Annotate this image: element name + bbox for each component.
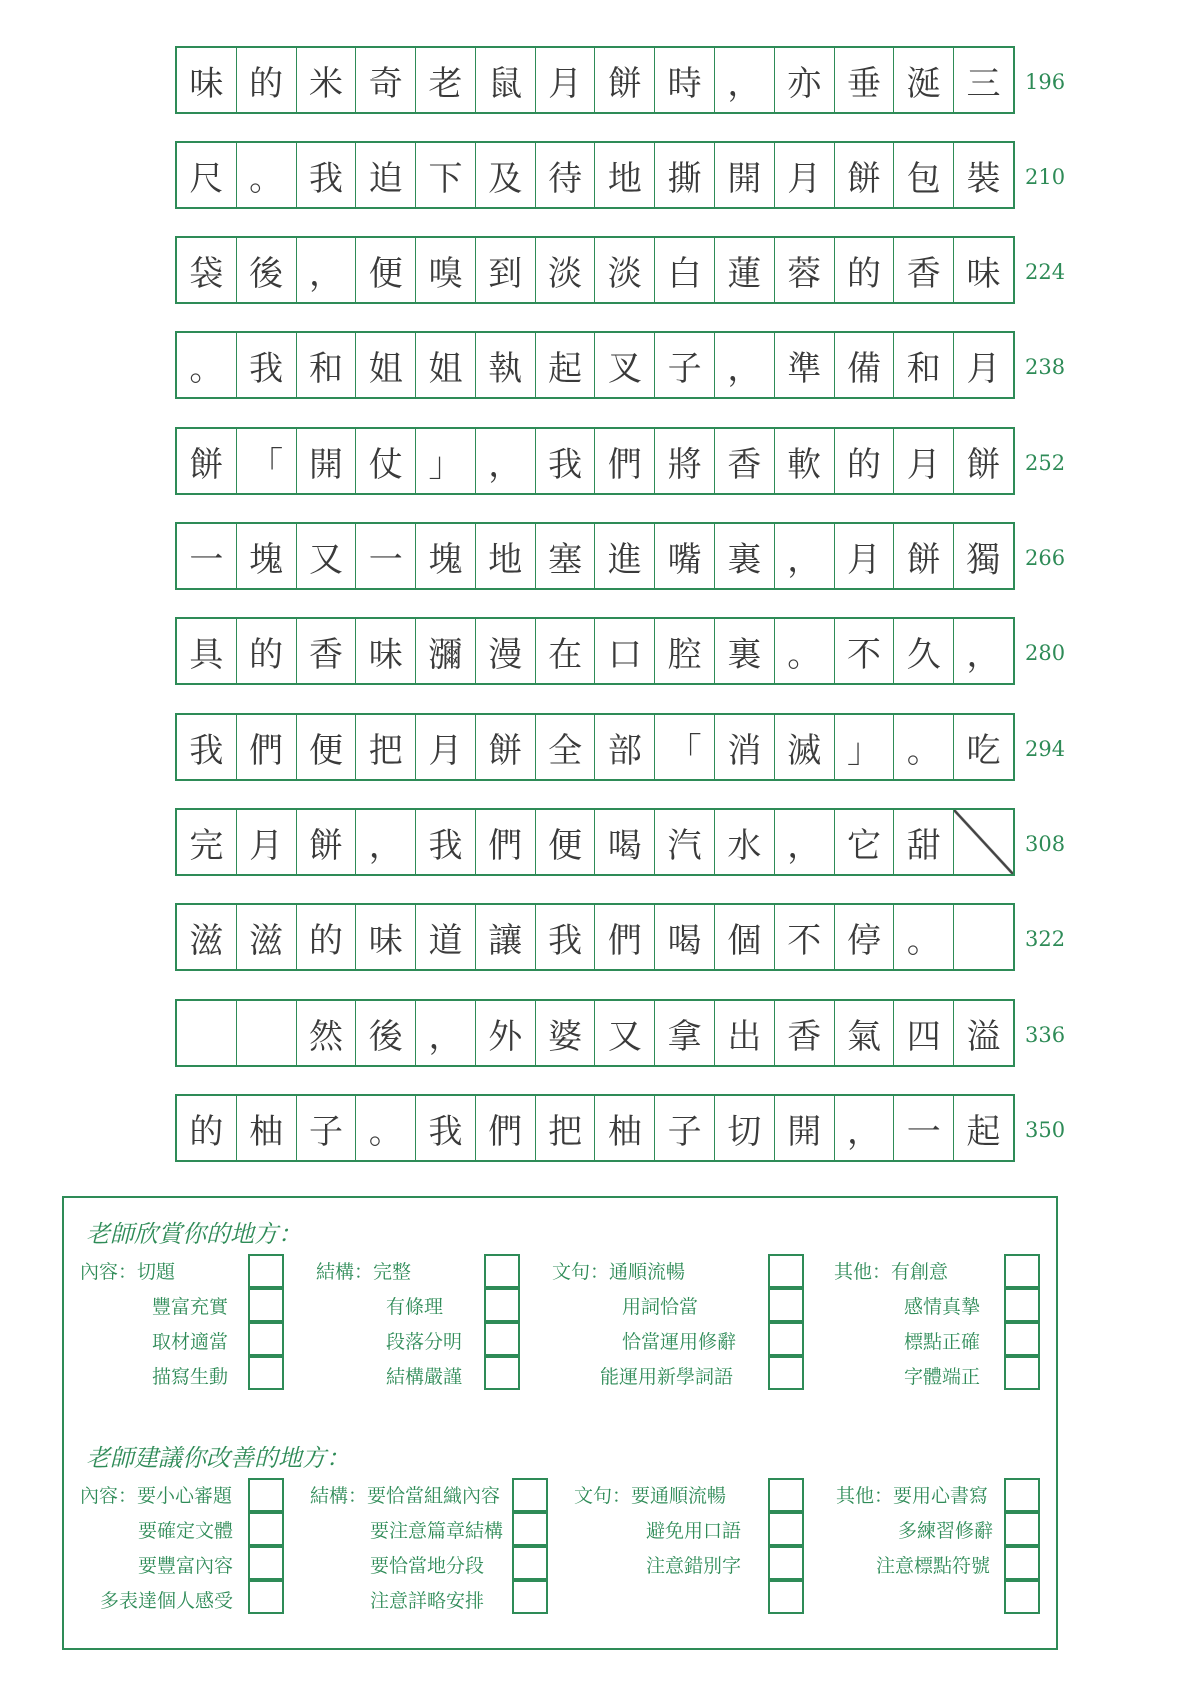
grid-cell: 「 bbox=[655, 715, 715, 779]
grid-cell: 的 bbox=[835, 429, 895, 493]
grid-cell: 消 bbox=[715, 715, 775, 779]
grid-cell: 喝 bbox=[595, 810, 655, 874]
grid-cell: 」 bbox=[416, 429, 476, 493]
grid-cell: 們 bbox=[476, 1096, 536, 1160]
grid-cell: 將 bbox=[655, 429, 715, 493]
grid-cell: 一 bbox=[177, 524, 237, 588]
appreciate-item: 內容：切題 bbox=[80, 1261, 176, 1283]
char-count: 224 bbox=[1025, 260, 1066, 284]
grid-cell: 們 bbox=[595, 905, 655, 969]
grid-cell: 裝 bbox=[966, 158, 1001, 199]
grid-cell: 月 bbox=[894, 429, 954, 493]
grid-cell: ， bbox=[715, 48, 775, 112]
checkbox[interactable] bbox=[1004, 1478, 1040, 1512]
grid-cell: 子 bbox=[655, 333, 715, 397]
grid-cell: 待 bbox=[536, 143, 596, 207]
grid-cell bbox=[177, 1001, 237, 1065]
checkbox[interactable] bbox=[512, 1580, 548, 1614]
grid-cell: 我 bbox=[536, 429, 596, 493]
grid-cell: 下 bbox=[416, 143, 476, 207]
grid-cell: 它 bbox=[835, 810, 895, 874]
grid-cell: 尺 bbox=[177, 143, 237, 207]
improve-item: 其他：要用心書寫 bbox=[836, 1485, 989, 1507]
grid-cell: 口 bbox=[595, 619, 655, 683]
grid-cell: 餅 bbox=[894, 524, 954, 588]
char-count: 210 bbox=[1025, 165, 1066, 189]
grid-cell: 不 bbox=[775, 905, 835, 969]
grid-cell: 後 bbox=[237, 238, 297, 302]
char-count: 308 bbox=[1025, 832, 1066, 856]
grid-row bbox=[175, 999, 1015, 1067]
grid-cell: 進 bbox=[595, 524, 655, 588]
grid-cell: 喝 bbox=[655, 905, 715, 969]
grid-cell: 具 bbox=[177, 619, 237, 683]
improve-item: 多練習修辭 bbox=[898, 1520, 994, 1542]
grid-cell bbox=[954, 905, 1013, 969]
improve-item: 文句：要通順流暢 bbox=[574, 1485, 727, 1507]
appreciate-item: 豐富充實 bbox=[152, 1296, 229, 1318]
grid-cell: 蓉 bbox=[775, 238, 835, 302]
grid-cell: 起 bbox=[966, 1111, 1001, 1152]
char-count: 280 bbox=[1025, 641, 1066, 665]
grid-cell: 香 bbox=[894, 238, 954, 302]
grid-cell: 米 bbox=[297, 48, 357, 112]
grid-cell: 外 bbox=[476, 1001, 536, 1065]
grid-cell: 子 bbox=[655, 1096, 715, 1160]
grid-cell: 氣 bbox=[835, 1001, 895, 1065]
grid-cell: 汽 bbox=[655, 810, 715, 874]
grid-cell: 我 bbox=[536, 905, 596, 969]
grid-cell: 便 bbox=[297, 715, 357, 779]
grid-cell: 香 bbox=[775, 1001, 835, 1065]
grid-cell: ， bbox=[775, 810, 835, 874]
grid-cell: 獨 bbox=[966, 539, 1001, 580]
grid-cell: 瀰 bbox=[416, 619, 476, 683]
grid-cell: 執 bbox=[476, 333, 536, 397]
grid-cell: 月 bbox=[536, 48, 596, 112]
grid-cell: 奇 bbox=[356, 48, 416, 112]
grid-cell: ， bbox=[476, 429, 536, 493]
grid-cell: 們 bbox=[595, 429, 655, 493]
grid-cell: 蓮 bbox=[715, 238, 775, 302]
grid-cell: 水 bbox=[715, 810, 775, 874]
checkbox[interactable] bbox=[484, 1322, 520, 1356]
grid-cell: 餅 bbox=[966, 444, 1001, 485]
grid-cell: 。 bbox=[356, 1096, 416, 1160]
grid-cell: 的 bbox=[237, 619, 297, 683]
grid-cell: 開 bbox=[715, 143, 775, 207]
checkbox[interactable] bbox=[768, 1356, 804, 1390]
checkbox[interactable] bbox=[248, 1546, 284, 1580]
checkbox[interactable] bbox=[1004, 1546, 1040, 1580]
checkbox[interactable] bbox=[248, 1322, 284, 1356]
improve-item: 要豐富內容 bbox=[138, 1555, 234, 1577]
grid-row bbox=[175, 713, 1015, 781]
grid-cell: 裏 bbox=[715, 524, 775, 588]
grid-cell: 讓 bbox=[476, 905, 536, 969]
grid-cell: 老 bbox=[416, 48, 476, 112]
grid-cell: 迫 bbox=[356, 143, 416, 207]
grid-cell: 溢 bbox=[966, 1016, 1001, 1057]
improve-item: 避免用口語 bbox=[646, 1520, 742, 1542]
improve-item: 注意詳略安排 bbox=[370, 1590, 485, 1612]
grid-cell: 切 bbox=[715, 1096, 775, 1160]
grid-cell: 的 bbox=[177, 1096, 237, 1160]
grid-cell: 。 bbox=[894, 905, 954, 969]
grid-cell: 塞 bbox=[536, 524, 596, 588]
grid-cell: 垂 bbox=[835, 48, 895, 112]
grid-row bbox=[175, 141, 1015, 209]
char-count: 266 bbox=[1025, 546, 1066, 570]
grid-cell: 柚 bbox=[237, 1096, 297, 1160]
improve-item: 要恰當地分段 bbox=[370, 1555, 485, 1577]
grid-cell: 柚 bbox=[595, 1096, 655, 1160]
grid-cell: 把 bbox=[356, 715, 416, 779]
appreciate-item: 段落分明 bbox=[386, 1331, 463, 1353]
grid-cell: 完 bbox=[177, 810, 237, 874]
grid-cell: ， bbox=[356, 810, 416, 874]
improve-item: 要注意篇章結構 bbox=[370, 1520, 504, 1542]
grid-cell: 餅 bbox=[476, 715, 536, 779]
grid-cell: 和 bbox=[894, 333, 954, 397]
grid-cell: 子 bbox=[297, 1096, 357, 1160]
checkbox[interactable] bbox=[1004, 1512, 1040, 1546]
appreciate-item: 文句：通順流暢 bbox=[552, 1261, 686, 1283]
grid-cell: 滋 bbox=[177, 905, 237, 969]
char-count: 252 bbox=[1025, 451, 1066, 475]
appreciate-item: 恰當運用修辭 bbox=[622, 1331, 737, 1353]
grid-row bbox=[175, 331, 1015, 399]
grid-cell: ， bbox=[416, 1001, 476, 1065]
grid-cell bbox=[237, 1001, 297, 1065]
grid-row bbox=[175, 522, 1015, 590]
grid-cell: 然 bbox=[297, 1001, 357, 1065]
appreciate-item: 取材適當 bbox=[152, 1331, 229, 1353]
grid-cell: 塊 bbox=[237, 524, 297, 588]
checkbox[interactable] bbox=[768, 1288, 804, 1322]
improve-item: 多表達個人感受 bbox=[100, 1590, 234, 1612]
grid-cell: ， bbox=[835, 1096, 895, 1160]
grid-cell: 味 bbox=[966, 253, 1001, 294]
improve-item: 注意錯別字 bbox=[646, 1555, 742, 1577]
grid-cell: 。 bbox=[237, 143, 297, 207]
grid-cell: 餅 bbox=[297, 810, 357, 874]
appreciate-item: 有條理 bbox=[386, 1296, 444, 1318]
grid-cell: 一 bbox=[356, 524, 416, 588]
grid-cell: 地 bbox=[476, 524, 536, 588]
grid-cell: 鼠 bbox=[476, 48, 536, 112]
grid-cell: 淡 bbox=[536, 238, 596, 302]
checkbox[interactable] bbox=[484, 1254, 520, 1288]
appreciate-item: 字體端正 bbox=[904, 1366, 981, 1388]
grid-cell: 我 bbox=[416, 810, 476, 874]
appreciate-item: 結構：完整 bbox=[316, 1261, 412, 1283]
grid-cell: 撕 bbox=[655, 143, 715, 207]
grid-cell: 個 bbox=[715, 905, 775, 969]
grid-cell: 久 bbox=[894, 619, 954, 683]
grid-cell: 我 bbox=[297, 143, 357, 207]
grid-cell: 後 bbox=[356, 1001, 416, 1065]
grid-cell: 淡 bbox=[595, 238, 655, 302]
grid-row bbox=[175, 617, 1015, 685]
grid-cell: 嗅 bbox=[416, 238, 476, 302]
char-count: 336 bbox=[1025, 1023, 1066, 1047]
grid-cell: 的 bbox=[297, 905, 357, 969]
checkbox[interactable] bbox=[248, 1512, 284, 1546]
grid-cell: 三 bbox=[966, 63, 1001, 104]
checkbox[interactable] bbox=[248, 1356, 284, 1390]
grid-cell: 開 bbox=[775, 1096, 835, 1160]
improve-item: 注意標點符號 bbox=[876, 1555, 991, 1577]
grid-cell: 道 bbox=[416, 905, 476, 969]
grid-cell: 開 bbox=[297, 429, 357, 493]
grid-cell: 餅 bbox=[835, 143, 895, 207]
grid-cell: ， bbox=[715, 333, 775, 397]
grid-cell: 我 bbox=[416, 1096, 476, 1160]
checkbox[interactable] bbox=[248, 1288, 284, 1322]
grid-cell: 。 bbox=[894, 715, 954, 779]
improve-item: 結構：要恰當組織內容 bbox=[310, 1485, 501, 1507]
checkbox[interactable] bbox=[1004, 1356, 1040, 1390]
improve-item: 內容：要小心審題 bbox=[80, 1485, 233, 1507]
grid-cell: 婆 bbox=[536, 1001, 596, 1065]
grid-cell: 月 bbox=[775, 143, 835, 207]
checkbox[interactable] bbox=[768, 1580, 804, 1614]
grid-cell: 們 bbox=[476, 810, 536, 874]
grid-cell: 甜 bbox=[894, 810, 954, 874]
grid-cell: 味 bbox=[356, 905, 416, 969]
checkbox[interactable] bbox=[1004, 1322, 1040, 1356]
grid-cell: 和 bbox=[297, 333, 357, 397]
grid-cell: 部 bbox=[595, 715, 655, 779]
improve-title: 老師建議你改善的地方： bbox=[86, 1444, 350, 1472]
grid-cell: 吃 bbox=[966, 730, 1001, 771]
checkbox[interactable] bbox=[768, 1254, 804, 1288]
grid-cell: 起 bbox=[536, 333, 596, 397]
char-count: 322 bbox=[1025, 927, 1066, 951]
grid-row bbox=[175, 46, 1015, 114]
grid-cell: 月 bbox=[237, 810, 297, 874]
grid-cell: 滋 bbox=[237, 905, 297, 969]
grid-cell: 到 bbox=[476, 238, 536, 302]
strike-through-cell bbox=[954, 810, 1013, 874]
grid-cell: 香 bbox=[715, 429, 775, 493]
grid-cell: 拿 bbox=[655, 1001, 715, 1065]
grid-cell: 我 bbox=[177, 715, 237, 779]
grid-cell: 準 bbox=[775, 333, 835, 397]
grid-cell: 在 bbox=[536, 619, 596, 683]
grid-cell: 全 bbox=[536, 715, 596, 779]
grid-cell: 月 bbox=[835, 524, 895, 588]
grid-cell: 又 bbox=[595, 1001, 655, 1065]
grid-cell: 四 bbox=[894, 1001, 954, 1065]
checkbox[interactable] bbox=[512, 1478, 548, 1512]
grid-cell: 嘴 bbox=[655, 524, 715, 588]
grid-cell: 餅 bbox=[177, 429, 237, 493]
grid-cell: 我 bbox=[237, 333, 297, 397]
appreciate-item: 感情真摯 bbox=[904, 1296, 981, 1318]
grid-cell: 時 bbox=[655, 48, 715, 112]
appreciate-item: 用詞恰當 bbox=[622, 1296, 699, 1318]
grid-cell: 停 bbox=[835, 905, 895, 969]
grid-cell: 滅 bbox=[775, 715, 835, 779]
grid-row bbox=[175, 427, 1015, 495]
checkbox[interactable] bbox=[248, 1580, 284, 1614]
checkbox[interactable] bbox=[1004, 1254, 1040, 1288]
grid-cell: 塊 bbox=[416, 524, 476, 588]
grid-cell: ， bbox=[775, 524, 835, 588]
grid-cell: 。 bbox=[177, 333, 237, 397]
grid-cell: 袋 bbox=[177, 238, 237, 302]
grid-cell: 便 bbox=[356, 238, 416, 302]
grid-row bbox=[175, 903, 1015, 971]
char-count: 350 bbox=[1025, 1118, 1066, 1142]
checkbox[interactable] bbox=[512, 1546, 548, 1580]
grid-cell: 的 bbox=[835, 238, 895, 302]
grid-cell: 們 bbox=[237, 715, 297, 779]
grid-cell: 叉 bbox=[595, 333, 655, 397]
checkbox[interactable] bbox=[248, 1478, 284, 1512]
grid-cell: 香 bbox=[297, 619, 357, 683]
grid-cell: 便 bbox=[536, 810, 596, 874]
grid-cell: 。 bbox=[775, 619, 835, 683]
grid-cell: 的 bbox=[237, 48, 297, 112]
grid-row bbox=[175, 1094, 1015, 1162]
checkbox[interactable] bbox=[484, 1356, 520, 1390]
grid-cell: 把 bbox=[536, 1096, 596, 1160]
grid-cell: 月 bbox=[416, 715, 476, 779]
grid-cell: 涎 bbox=[894, 48, 954, 112]
grid-cell: 白 bbox=[655, 238, 715, 302]
grid-cell: 不 bbox=[835, 619, 895, 683]
appreciate-item: 標點正確 bbox=[904, 1331, 981, 1353]
char-count: 294 bbox=[1025, 737, 1066, 761]
improve-item: 要確定文體 bbox=[138, 1520, 234, 1542]
grid-cell: 備 bbox=[835, 333, 895, 397]
grid-cell: 包 bbox=[894, 143, 954, 207]
grid-cell: 出 bbox=[715, 1001, 775, 1065]
grid-cell: 軟 bbox=[775, 429, 835, 493]
checkbox[interactable] bbox=[768, 1512, 804, 1546]
grid-cell: 味 bbox=[356, 619, 416, 683]
grid-cell: 餅 bbox=[595, 48, 655, 112]
appreciate-item: 結構嚴謹 bbox=[386, 1366, 463, 1388]
grid-cell: 亦 bbox=[775, 48, 835, 112]
grid-cell: 及 bbox=[476, 143, 536, 207]
grid-cell: 地 bbox=[595, 143, 655, 207]
grid-cell: 又 bbox=[297, 524, 357, 588]
grid-row bbox=[175, 236, 1015, 304]
appreciate-item: 能運用新學詞語 bbox=[600, 1366, 734, 1388]
checkbox[interactable] bbox=[768, 1478, 804, 1512]
grid-cell: 姐 bbox=[416, 333, 476, 397]
grid-cell: 姐 bbox=[356, 333, 416, 397]
grid-cell: 」 bbox=[835, 715, 895, 779]
grid-cell: ， bbox=[297, 238, 357, 302]
checkbox[interactable] bbox=[512, 1512, 548, 1546]
grid-row bbox=[175, 808, 1015, 876]
grid-cell: ， bbox=[966, 634, 1001, 675]
grid-cell: 「 bbox=[237, 429, 297, 493]
grid-cell: 裏 bbox=[715, 619, 775, 683]
checkbox[interactable] bbox=[1004, 1580, 1040, 1614]
appreciate-title: 老師欣賞你的地方： bbox=[86, 1220, 302, 1248]
checkbox[interactable] bbox=[1004, 1288, 1040, 1322]
char-count: 238 bbox=[1025, 355, 1066, 379]
checkbox[interactable] bbox=[768, 1322, 804, 1356]
checkbox[interactable] bbox=[768, 1546, 804, 1580]
appreciate-item: 其他：有創意 bbox=[834, 1261, 949, 1283]
appreciate-item: 描寫生動 bbox=[152, 1366, 229, 1388]
checkbox[interactable] bbox=[484, 1288, 520, 1322]
grid-cell: 味 bbox=[177, 48, 237, 112]
grid-cell: 月 bbox=[966, 348, 1001, 389]
grid-cell: 一 bbox=[894, 1096, 954, 1160]
grid-cell: 腔 bbox=[655, 619, 715, 683]
checkbox[interactable] bbox=[248, 1254, 284, 1288]
grid-cell: 漫 bbox=[476, 619, 536, 683]
char-count: 196 bbox=[1025, 70, 1066, 94]
grid-cell: 仗 bbox=[356, 429, 416, 493]
